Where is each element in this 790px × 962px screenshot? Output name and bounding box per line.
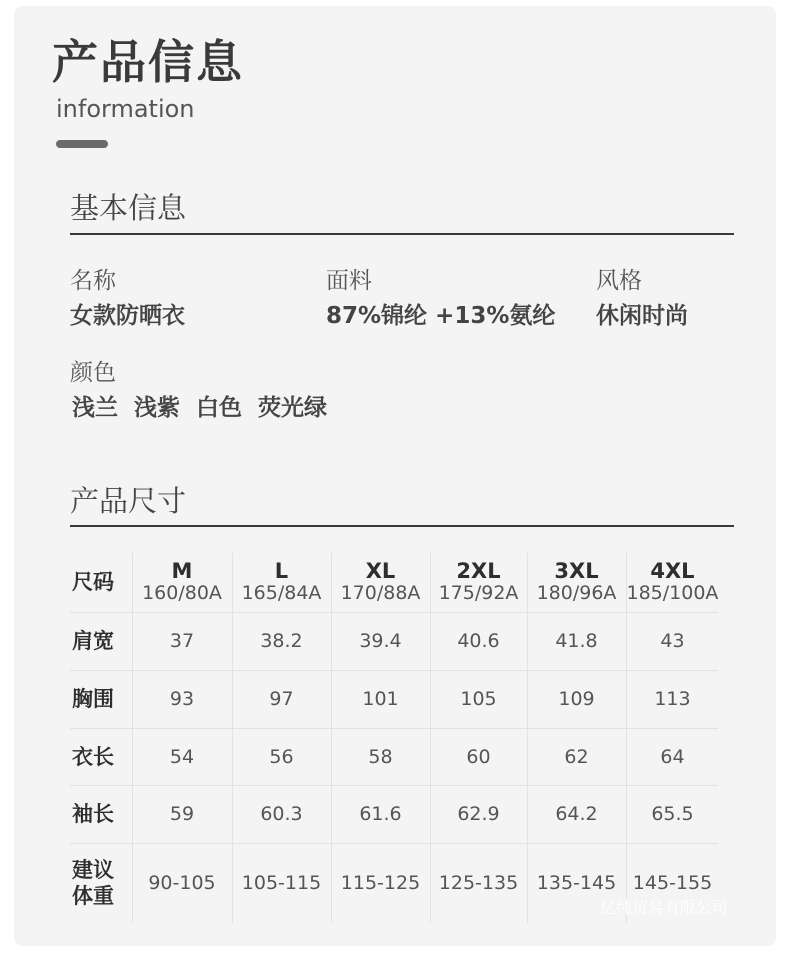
- table-cell: 105: [430, 670, 527, 728]
- row-label: 袖长: [70, 785, 132, 843]
- table-row: [70, 728, 718, 785]
- table-cell: 97: [232, 670, 331, 728]
- size-name: 3XL: [554, 559, 599, 584]
- table-cell: 64: [626, 728, 718, 785]
- table-cell: 65.5: [626, 785, 718, 843]
- table-row: [70, 785, 718, 843]
- table-cell: 115-125: [331, 843, 430, 923]
- size-name: 2XL: [456, 559, 501, 584]
- size-column-2xl: [430, 553, 527, 612]
- watermark: 亿纯贸易有限公司: [600, 898, 729, 917]
- table-cell: 90-105: [132, 843, 232, 923]
- table-cell: 113: [626, 670, 718, 728]
- table-cell: 60: [430, 728, 527, 785]
- table-cell: 101: [331, 670, 430, 728]
- size-section-title: 产品尺寸: [70, 484, 187, 518]
- table-cell: 109: [527, 670, 626, 728]
- table-cell: 38.2: [232, 612, 331, 670]
- fabric-value: 87%锦纶 +13%氨纶: [326, 303, 556, 329]
- table-cell: 59: [132, 785, 232, 843]
- table-row: [70, 612, 718, 670]
- table-cell: 40.6: [430, 612, 527, 670]
- page-subtitle: information: [56, 95, 195, 123]
- title-accent-bar: [56, 140, 108, 148]
- size-table: [70, 553, 718, 923]
- table-cell: 60.3: [232, 785, 331, 843]
- color-label: 颜色: [70, 360, 116, 386]
- table-cell: 41.8: [527, 612, 626, 670]
- page-title: 产品信息: [52, 35, 244, 89]
- row-label: 胸围: [70, 670, 132, 728]
- size-spec: 175/92A: [438, 582, 519, 605]
- row-label: 建议体重: [72, 858, 114, 909]
- size-name: XL: [365, 559, 396, 584]
- size-column-l: [232, 553, 331, 612]
- fabric-label: 面料: [326, 268, 372, 294]
- table-cell: 58: [331, 728, 430, 785]
- table-cell: 145-155: [626, 843, 718, 923]
- size-header-row: [70, 553, 718, 612]
- table-cell: 125-135: [430, 843, 527, 923]
- size-name: L: [274, 559, 289, 584]
- row-label: 衣长: [70, 728, 132, 785]
- row-label: 肩宽: [70, 612, 132, 670]
- color-value: 浅兰 浅紫 白色 荧光绿: [72, 395, 328, 421]
- basic-info-divider: [70, 233, 734, 235]
- table-cell: 43: [626, 612, 718, 670]
- table-cell: 62: [527, 728, 626, 785]
- table-row: [70, 670, 718, 728]
- table-cell: 105-115: [232, 843, 331, 923]
- size-spec: 165/84A: [241, 582, 322, 605]
- style-value: 休闲时尚: [596, 303, 688, 329]
- table-cell: 62.9: [430, 785, 527, 843]
- name-value: 女款防晒衣: [70, 303, 185, 329]
- size-column-4xl: [626, 553, 718, 612]
- table-cell: 135-145: [527, 843, 626, 923]
- name-label: 名称: [70, 268, 116, 294]
- size-spec: 185/100A: [626, 582, 719, 605]
- table-cell: 39.4: [331, 612, 430, 670]
- size-spec: 180/96A: [536, 582, 617, 605]
- table-cell: 61.6: [331, 785, 430, 843]
- basic-info-title: 基本信息: [70, 191, 187, 225]
- table-cell: 64.2: [527, 785, 626, 843]
- table-cell: 93: [132, 670, 232, 728]
- size-column-m: [132, 553, 232, 612]
- size-spec: 170/88A: [340, 582, 421, 605]
- style-label: 风格: [596, 268, 642, 294]
- size-name: 4XL: [650, 559, 695, 584]
- table-cell: 54: [132, 728, 232, 785]
- size-header-label: 尺码: [70, 553, 132, 612]
- size-name: M: [171, 559, 193, 584]
- table-cell: 56: [232, 728, 331, 785]
- size-column-3xl: [527, 553, 626, 612]
- size-spec: 160/80A: [142, 582, 222, 605]
- size-column-xl: [331, 553, 430, 612]
- table-cell: 37: [132, 612, 232, 670]
- size-section-divider: [70, 525, 734, 527]
